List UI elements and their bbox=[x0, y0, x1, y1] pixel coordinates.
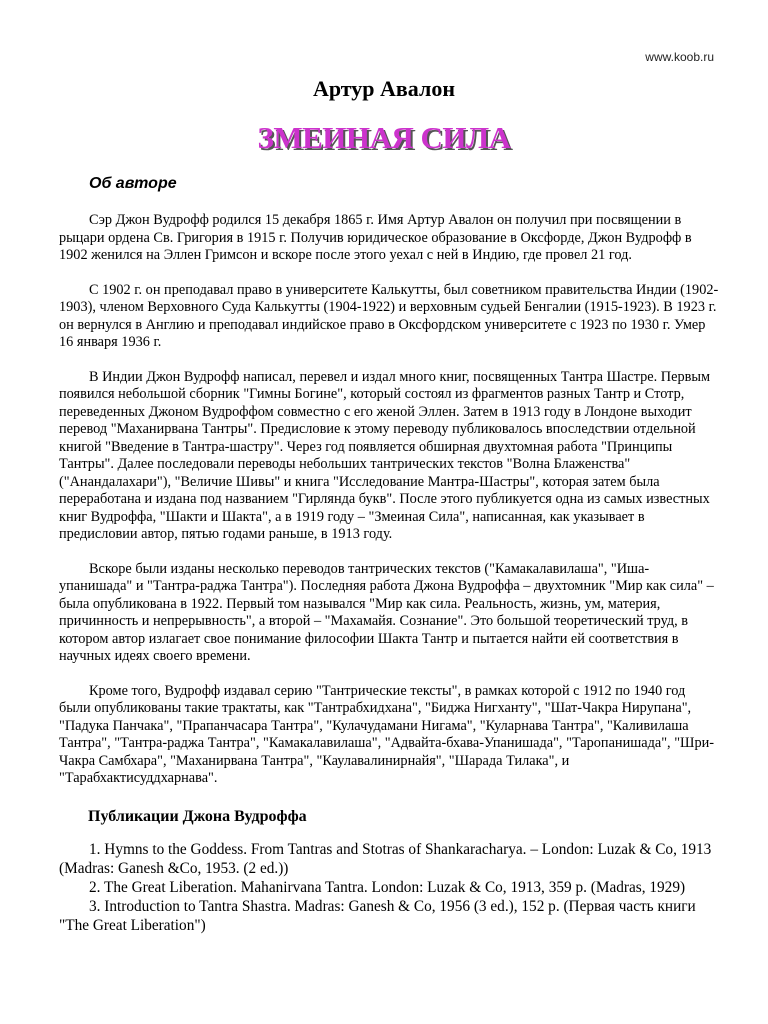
document-body bbox=[59, 212, 719, 935]
paragraph: В Индии Джон Вудрофф написал, перевел и издал много книг, посвященных Тантра Шастре. Первым появился небольшой сборник "Гимны Богине", который состоял из фрагментов разных Тантр и Стотр, переведенных Джоном Вудроффом совместно с его женой Эллен. Затем в 1913 году в Лондоне выходит перевод "Маханирвана Тантры". Предисловие к этому переводу публиковалось впоследствии отдельной книгой "Введение в Тантра-шастру". Через год появляется обширная двухтомная работа "Принципы Тантры". Далее последовали переводы небольших тантрических текстов "Волна Блаженства" ("Анандалахари"), "Величие Шивы" и книга "Исследование Мантра-Шастры", которая затем была переработана и издана под названием "Гирлянда букв". После этого публикуется одна из самых известных книг Вудроффа, "Шакти и Шакта", а в 1919 году – "Змеиная Сила", написанная, как указывает в предисловии автор, пятью годами раньше, в 1913 году. bbox=[59, 368, 710, 542]
publication-item: 1. Hymns to the Goddess. From Tantras and Stotras of Shankaracharya. – London: Luzak & Co, 1913 (Madras: Ganesh &Co, 1953. (2 ed.)) bbox=[59, 840, 712, 877]
paragraph: Вскоре были изданы несколько переводов тантрических текстов ("Камакалавилаша", "Иша-упанишада" и "Тантра-раджа Тантра"). Последняя работа Джона Вудроффа – двухтомник "Мир как сила" – была опубликована в 1922. Первый том назывался "Мир как сила. Реальность, жизнь, ум, материя, причинность и непрерывность", а второй – "Махамайя. Сознание". Это большой теоретический труд, в котором автор излагает свое понимание философии Шакта Тантр и пытается найти ей соответствия в научных идеях своего времени. bbox=[59, 560, 714, 664]
paragraph: С 1902 г. он преподавал право в университете Калькутты, был советником правительства Индии (1902-1903), членом Верховного Суда Калькутты (1904-1922) и верховным судьей Бенгалии (1915-1923). В 1923 г. он вернулся в Англию и преподавал индийское право в Оксфордском университете с 1923 по 1930 г. Умер 16 января 1936 г. bbox=[59, 281, 719, 350]
book-title: ЗМЕИНАЯ СИЛА bbox=[257, 120, 511, 155]
section-heading-publications: Публикации Джона Вудроффа bbox=[88, 807, 307, 825]
book-author: Артур Авалон bbox=[312, 76, 456, 101]
section-heading-about: Об авторе bbox=[89, 175, 177, 192]
paragraph: Кроме того, Вудрофф издавал серию "Тантрические тексты", в рамках которой с 1912 по 1940 год были опубликованы такие трактаты, как "Тантрабхидхана", "Биджа Нигханту", "Шат-Чакра Нирупана", "Падука Панчака", "Прапанчасара Тантра", "Кулачудамани Нигама", "Куларнава Тантра", "Каливилаша Тантра", "Тантра-раджа Тантра", "Камакалавилаша", "Адвайта-бхава-Упанишада", "Таропанишада", "Шри-Чакра Самбхара", "Маханирвана Тантра", "Каулавалинирнайя", "Шарада Тилака", и "Тарабхактисуддхарнава". bbox=[59, 682, 715, 786]
publication-list bbox=[59, 840, 719, 935]
site-url[interactable]: www.koob.ru bbox=[645, 50, 714, 64]
publication-item: 2. The Great Liberation. Mahanirvana Tantra. London: Luzak & Co, 1913, 359 p. (Madras, 1929) bbox=[89, 878, 686, 896]
paragraph: Сэр Джон Вудрофф родился 15 декабря 1865 г. Имя Артур Авалон он получил при посвящении в рыцари ордена Св. Григория в 1915 г. Получив юридическое образование в Оксфорде, Джон Вудрофф в 1902 женился на Эллен Гримсон и вскоре после этого уехал с ней в Индию, где провел 21 год. bbox=[59, 212, 692, 263]
publication-item: 3. Introduction to Tantra Shastra. Madras: Ganesh & Co, 1956 (3 ed.), 152 p. (Первая часть книги "The Great Liberation") bbox=[59, 897, 696, 934]
